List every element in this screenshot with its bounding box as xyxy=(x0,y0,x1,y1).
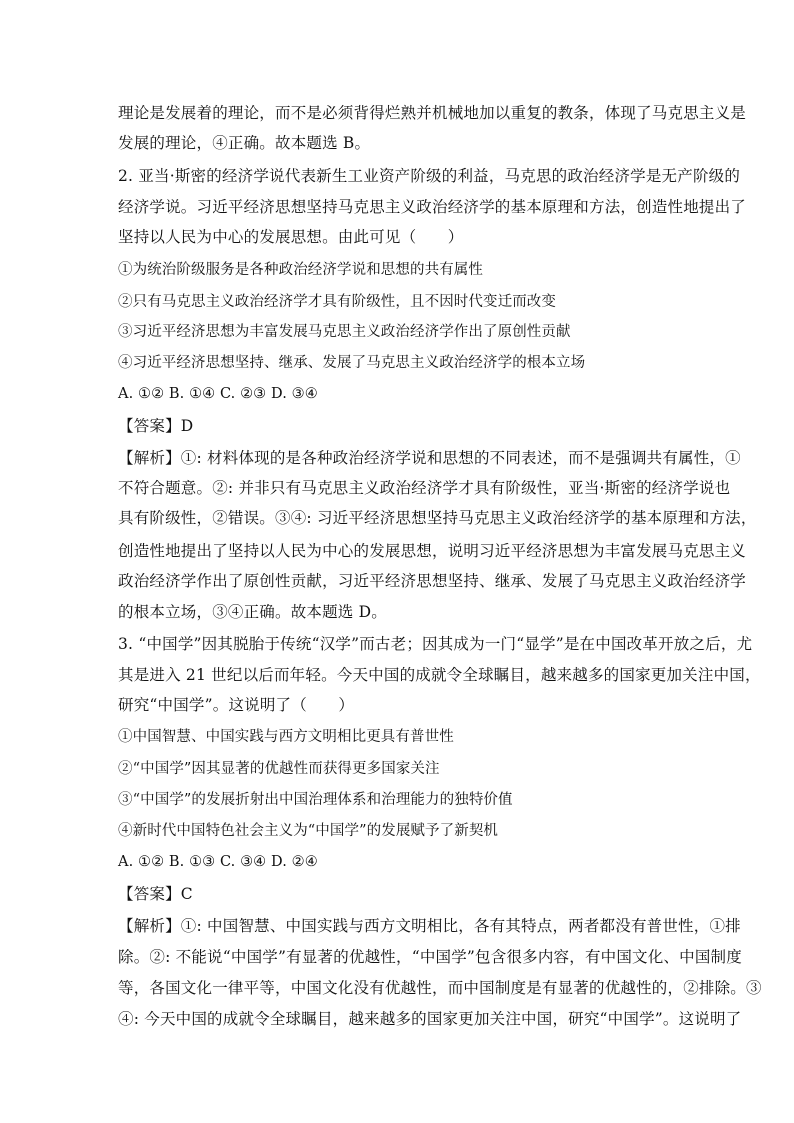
analysis-text: 【解析】①: 中国智慧、中国实践与西方文明相比，各有其特点，两者都没有普世性，①排 xyxy=(118,917,741,935)
question-3-text: 其是进入 21 世纪以后而年轻。今天中国的成就令全球瞩目，越来越多的国家更加关注中国， xyxy=(118,666,761,684)
answer-choices: A. ①② B. ①③ C. ③④ D. ②④ xyxy=(118,854,318,870)
analysis-text: 不符合题意。②: 并非只有马克思主义政治经济学才具有阶级性，亚当·斯密的经济学说也 xyxy=(118,479,731,497)
answer-choices: A. ①② B. ①④ C. ②③ D. ③④ xyxy=(118,386,318,402)
option-item: ④新时代中国特色社会主义为“中国学”的发展赋予了新契机 xyxy=(118,823,499,839)
analysis-text: 除。②: 不能说“中国学”有显著的优越性，“中国学”包含很多内容，有中国文化、中国制度 xyxy=(118,948,742,966)
option-item: ②“中国学”因其显著的优越性而获得更多国家关注 xyxy=(118,761,440,777)
question-3-text: 研究“中国学”。这说明了（ ） xyxy=(118,696,355,714)
question-2-text: 2. 亚当·斯密的经济学说代表新生工业资产阶级的利益，马克思的政治经济学是无产阶级的 xyxy=(118,167,741,185)
analysis-text: ④: 今天中国的成就令全球瞩目，越来越多的国家更加关注中国，研究“中国学”。这说明了 xyxy=(118,1010,742,1028)
option-item: ④习近平经济思想坚持、继承、发展了马克思主义政治经济学的根本立场 xyxy=(118,355,586,371)
question-2-text: 经济学说。习近平经济思想坚持马克思主义政治经济学的基本原理和方法，创造性地提出了 xyxy=(118,198,747,216)
analysis-text: 创造性地提出了坚持以人民为中心的发展思想，说明习近平经济思想为丰富发展马克思主义 xyxy=(118,542,747,560)
analysis-text: 【解析】①: 材料体现的是各种政治经济学说和思想的不同表述，而不是强调共有属性，① xyxy=(118,449,741,467)
answer-label: 【答案】D xyxy=(118,417,194,435)
question-2-text: 坚持以人民为中心的发展思想。由此可见（ ） xyxy=(118,228,464,246)
analysis-text: 的根本立场，③④正确。故本题选 D。 xyxy=(118,603,387,621)
analysis-text: 政治经济学作出了原创性贡献，习近平经济思想坚持、继承、发展了马克思主义政治经济学 xyxy=(118,572,747,590)
option-item: ③“中国学”的发展折射出中国治理体系和治理能力的独特价值 xyxy=(118,792,513,808)
text-line: 理论是发展着的理论，而不是必须背得烂熟并机械地加以重复的教条，体现了马克思主义是 xyxy=(118,104,747,122)
question-3-text: 3. “中国学”因其脱胎于传统“汉学”而古老；因其成为一门“显学”是在中国改革开放之后，尤 xyxy=(118,635,753,653)
analysis-text: 具有阶级性，②错误。③④: 习近平经济思想坚持马克思主义政治经济学的基本原理和方法， xyxy=(118,509,757,527)
option-item: ③习近平经济思想为丰富发展马克思主义政治经济学作出了原创性贡献 xyxy=(118,324,571,340)
answer-label: 【答案】C xyxy=(118,885,193,903)
option-item: ②只有马克思主义政治经济学才具有阶级性，且不因时代变迁而改变 xyxy=(118,294,556,310)
analysis-text: 等，各国文化一律平等，中国文化没有优越性，而中国制度是有显著的优越性的，②排除。③ xyxy=(118,979,762,997)
option-item: ①中国智慧、中国实践与西方文明相比更具有普世性 xyxy=(118,729,454,745)
text-line: 发展的理论，④正确。故本题选 B。 xyxy=(118,134,371,152)
option-item: ①为统治阶级服务是各种政治经济学说和思想的共有属性 xyxy=(118,262,483,278)
